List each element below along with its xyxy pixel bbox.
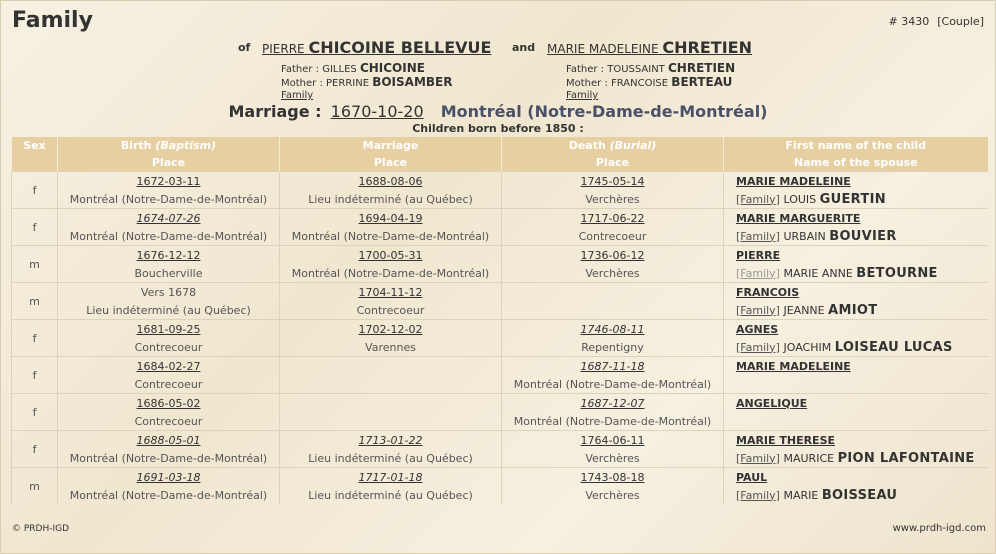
table-row-places <box>12 449 988 468</box>
spouse-family-link[interactable]: [Family] <box>736 340 780 354</box>
child-name-link[interactable]: MARIE THERESE <box>724 431 988 450</box>
birth-place: Contrecoeur <box>58 375 280 394</box>
death-date[interactable]: 1717-06-22 <box>502 209 724 228</box>
header-row-1 <box>12 137 988 154</box>
spouse-last-name: LOISEAU LUCAS <box>834 339 953 355</box>
death-date[interactable]: 1745-05-14 <box>502 172 724 191</box>
spouse-first-name: MAURICE <box>783 451 835 465</box>
marriage-date <box>280 394 502 413</box>
marriage-date[interactable]: 1700-05-31 <box>280 246 502 265</box>
marriage-date[interactable]: 1694-04-19 <box>280 209 502 228</box>
child-name-link[interactable]: MARIE MADELEINE <box>724 357 988 376</box>
death-place: Montréal (Notre-Dame-de-Montréal) <box>502 412 724 431</box>
sex-cell: f <box>12 394 58 431</box>
child-name-link[interactable]: ANGELIQUE <box>724 394 988 413</box>
death-date <box>502 283 724 302</box>
death-date[interactable]: 1736-06-12 <box>502 246 724 265</box>
death-date[interactable]: 1743-08-18 <box>502 468 724 487</box>
marriage-date <box>280 357 502 376</box>
spouse2-mother <box>566 76 735 90</box>
birth-place: Montréal (Notre-Dame-de-Montréal) <box>58 449 280 468</box>
col-birth-sub: (Baptism) <box>155 139 217 152</box>
spouse-cell <box>724 486 988 504</box>
death-date[interactable]: 1687-11-18 <box>502 357 724 376</box>
marriage-place: Montréal (Notre-Dame-de-Montréal) <box>440 102 768 121</box>
birth-date: Vers 1678 <box>58 283 280 302</box>
table-row-places <box>12 486 988 504</box>
table-row-places <box>12 412 988 431</box>
spouse-cell <box>724 449 988 468</box>
couple-link[interactable]: [Couple] <box>937 15 984 28</box>
spouse2-father <box>566 62 735 76</box>
birth-place: Montréal (Notre-Dame-de-Montréal) <box>58 486 280 504</box>
death-place <box>502 301 724 320</box>
couple-row <box>0 38 996 60</box>
col-birth <box>58 137 280 154</box>
spouse-cell <box>724 375 988 394</box>
and-label: and <box>512 41 536 54</box>
spouse-cell <box>724 301 988 320</box>
birth-date[interactable]: 1688-05-01 <box>58 431 280 450</box>
table-row <box>12 283 988 302</box>
spouse-first-name: JEANNE <box>783 303 825 317</box>
mother-label: Mother : <box>281 78 323 89</box>
marriage-place <box>280 412 502 431</box>
spouse1-parents-family-link[interactable]: Family <box>281 90 314 101</box>
spouse1-parents <box>281 62 452 102</box>
death-date[interactable]: 1746-08-11 <box>502 320 724 339</box>
father-label: Father : <box>566 64 605 75</box>
death-place: Repentigny <box>502 338 724 357</box>
copyright: © PRDH-IGD <box>12 524 70 534</box>
col-death-place: Place <box>502 154 724 172</box>
table-row <box>12 172 988 191</box>
death-date[interactable]: 1687-12-07 <box>502 394 724 413</box>
spouse-last-name: BOUVIER <box>829 228 897 244</box>
sex-cell: f <box>12 357 58 394</box>
marriage-place: Montréal (Notre-Dame-de-Montréal) <box>280 264 502 283</box>
col-death-label: Death <box>568 139 606 152</box>
sex-cell: f <box>12 320 58 357</box>
table-row-places <box>12 338 988 357</box>
birth-place: Lieu indéterminé (au Québec) <box>58 301 280 320</box>
spouse1-first: PIERRE <box>262 42 305 56</box>
birth-date[interactable]: 1672-03-11 <box>58 172 280 191</box>
death-place: Verchères <box>502 190 724 209</box>
spouse-family-link[interactable]: [Family] <box>736 451 780 465</box>
child-name-link[interactable]: MARIE MADELEINE <box>724 172 988 191</box>
col-death-sub: (Burial) <box>609 139 657 152</box>
spouse-first-name: MARIE <box>783 488 819 502</box>
father-last: CHRETIEN <box>667 61 736 75</box>
spouse-family-link[interactable]: [Family] <box>736 488 780 502</box>
col-death <box>502 137 724 154</box>
death-place: Verchères <box>502 449 724 468</box>
marriage-date[interactable]: 1688-08-06 <box>280 172 502 191</box>
of-label: of <box>238 41 251 54</box>
sex-cell: m <box>12 246 58 283</box>
spouse1-link[interactable] <box>262 38 491 57</box>
table-row <box>12 320 988 339</box>
birth-date[interactable]: 1674-07-26 <box>58 209 280 228</box>
table-row-places <box>12 375 988 394</box>
spouse1-mother <box>281 76 452 90</box>
spouse-first-name: JOACHIM <box>783 340 832 354</box>
marriage-place: Lieu indéterminé (au Québec) <box>280 486 502 504</box>
spouse2-last: CHRETIEN <box>662 38 752 57</box>
spouse-last-name: BETOURNE <box>856 265 938 281</box>
mother-last: BOISAMBER <box>372 75 453 89</box>
header-row-2 <box>12 154 988 172</box>
mother-first: FRANCOISE <box>611 78 669 89</box>
marriage-date[interactable]: 1704-11-12 <box>280 283 502 302</box>
children-note: Children born before 1850 : <box>412 122 584 135</box>
marriage-date[interactable]: 1717-01-18 <box>280 468 502 487</box>
table-row <box>12 468 988 487</box>
table-row <box>12 357 988 376</box>
spouse-last-name: AMIOT <box>828 302 878 318</box>
spouse1-last: CHICOINE BELLEVUE <box>308 38 492 57</box>
child-name-link[interactable]: AGNES <box>724 320 988 339</box>
birth-date[interactable]: 1684-02-27 <box>58 357 280 376</box>
spouse-family-link[interactable]: [Family] <box>736 266 780 280</box>
marriage-label: Marriage : <box>228 102 322 121</box>
father-label: Father : <box>281 64 320 75</box>
marriage-place: Varennes <box>280 338 502 357</box>
spouse1-father <box>281 62 452 76</box>
spouse-family-link[interactable]: [Family] <box>736 303 780 317</box>
col-sex: Sex <box>12 137 58 154</box>
marriage-place <box>280 375 502 394</box>
father-last: CHICOINE <box>359 61 425 75</box>
death-date[interactable]: 1764-06-11 <box>502 431 724 450</box>
birth-date[interactable]: 1676-12-12 <box>58 246 280 265</box>
col-sex-blank <box>12 154 58 172</box>
col-marriage-place: Place <box>280 154 502 172</box>
birth-place: Montréal (Notre-Dame-de-Montréal) <box>58 190 280 209</box>
spouse2-parents-family-link[interactable]: Family <box>566 90 599 101</box>
death-place: Contrecoeur <box>502 227 724 246</box>
sex-cell: m <box>12 283 58 320</box>
table-row-places <box>12 190 988 209</box>
marriage-place: Contrecoeur <box>280 301 502 320</box>
child-name-link[interactable]: PAUL <box>724 468 988 487</box>
site-url[interactable]: www.prdh-igd.com <box>892 523 986 534</box>
spouse-cell <box>724 338 988 357</box>
birth-date[interactable]: 1691-03-18 <box>58 468 280 487</box>
death-place: Verchères <box>502 486 724 504</box>
spouse2-parents <box>566 62 735 102</box>
marriage-place: Lieu indéterminé (au Québec) <box>280 449 502 468</box>
birth-place: Montréal (Notre-Dame-de-Montréal) <box>58 227 280 246</box>
spouse-first-name: LOUIS <box>783 192 817 206</box>
spouse-last-name: GUERTIN <box>819 191 886 207</box>
father-first: TOUSSAINT <box>607 64 665 75</box>
spouse-cell <box>724 412 988 431</box>
child-name-link[interactable]: PIERRE <box>724 246 988 265</box>
spouse-cell <box>724 190 988 209</box>
mother-label: Mother : <box>566 78 608 89</box>
death-place: Montréal (Notre-Dame-de-Montréal) <box>502 375 724 394</box>
table-row <box>12 394 988 413</box>
child-name-link[interactable]: FRANCOIS <box>724 283 988 302</box>
sex-cell: m <box>12 468 58 505</box>
spouse-family-link[interactable]: [Family] <box>736 229 780 243</box>
spouse-family-link[interactable]: [Family] <box>736 192 780 206</box>
birth-place: Boucherville <box>58 264 280 283</box>
spouse2-first: MARIE MADELEINE <box>547 42 659 56</box>
marriage-date-link[interactable]: 1670-10-20 <box>330 102 424 121</box>
col-spouse: Name of the spouse <box>724 154 988 172</box>
sex-cell: f <box>12 172 58 209</box>
child-name-link[interactable]: MARIE MARGUERITE <box>724 209 988 228</box>
spouse-first-name: URBAIN <box>783 229 826 243</box>
page-title: Family <box>12 8 93 33</box>
table-row <box>12 431 988 450</box>
marriage-place: Montréal (Notre-Dame-de-Montréal) <box>280 227 502 246</box>
table-row-places <box>12 301 988 320</box>
birth-place: Contrecoeur <box>58 338 280 357</box>
col-birth-place: Place <box>58 154 280 172</box>
father-first: GILLES <box>322 64 357 75</box>
sex-cell: f <box>12 431 58 468</box>
col-marriage: Marriage <box>280 137 502 154</box>
mother-first: PERRINE <box>326 78 370 89</box>
marriage-date[interactable]: 1713-01-22 <box>280 431 502 450</box>
table-row <box>12 209 988 228</box>
spouse-last-name: PION LAFONTAINE <box>837 450 975 466</box>
birth-date[interactable]: 1686-05-02 <box>58 394 280 413</box>
marriage-date[interactable]: 1702-12-02 <box>280 320 502 339</box>
family-id: # 3430 <box>888 15 930 28</box>
spouse-first-name: MARIE ANNE <box>783 266 853 280</box>
col-child: First name of the child <box>724 137 988 154</box>
sex-cell: f <box>12 209 58 246</box>
spouse-cell <box>724 264 988 283</box>
spouse-cell <box>724 227 988 246</box>
spouse-last-name: BOISSEAU <box>821 487 898 503</box>
spouse2-link[interactable] <box>547 38 752 57</box>
table-row <box>12 246 988 265</box>
children-table <box>11 137 988 504</box>
birth-place: Contrecoeur <box>58 412 280 431</box>
marriage-place: Lieu indéterminé (au Québec) <box>280 190 502 209</box>
death-place: Verchères <box>502 264 724 283</box>
table-row-places <box>12 227 988 246</box>
birth-date[interactable]: 1681-09-25 <box>58 320 280 339</box>
table-row-places <box>12 264 988 283</box>
col-birth-label: Birth <box>120 139 152 152</box>
family-id-block <box>889 15 985 28</box>
marriage-row <box>0 102 996 121</box>
mother-last: BERTEAU <box>671 75 733 89</box>
